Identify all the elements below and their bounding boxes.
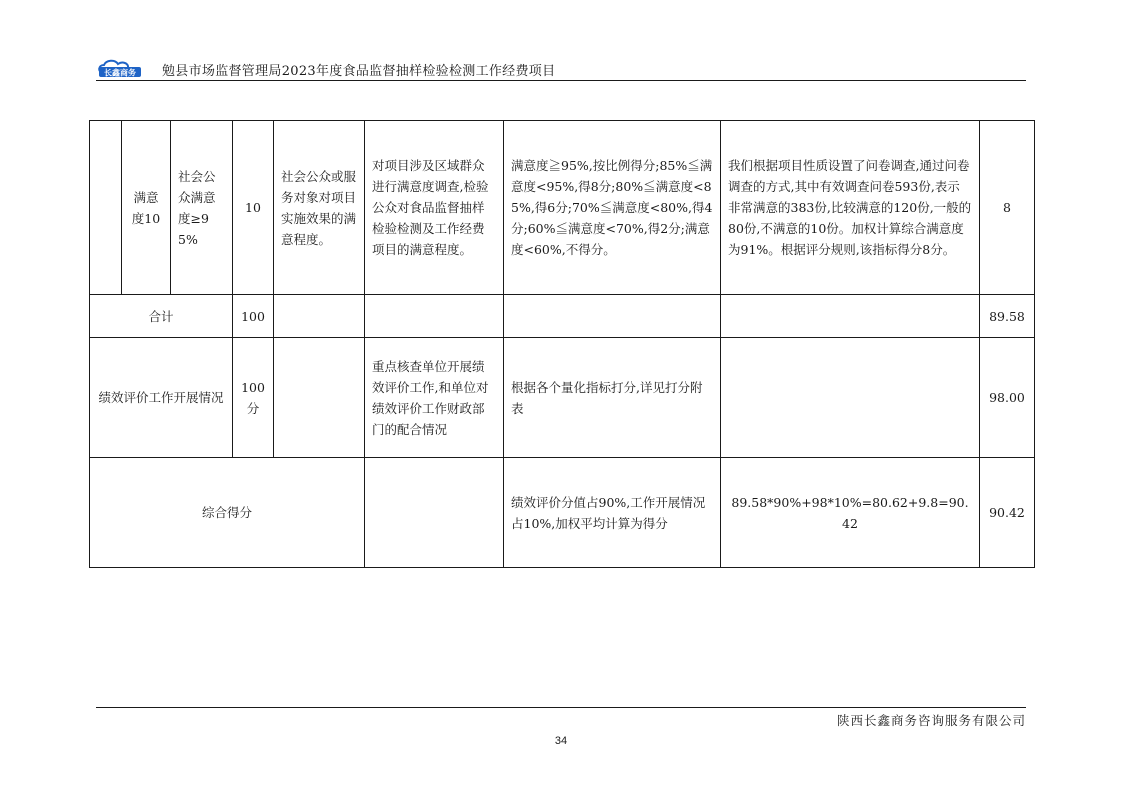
total-label-cell: 合计 xyxy=(90,295,233,338)
total-weight-cell: 100 xyxy=(233,295,274,338)
definition-cell: 社会公众或服务对象对项目实施效果的满意程度。 xyxy=(274,121,365,295)
table-row-work xyxy=(90,338,1035,458)
analysis-cell: 我们根据项目性质设置了问卷调查,通过问卷调查的方式,其中有效调查问卷593份,表示非常满意的383份,比较满意的120份,一般的80份,不满意的10份。加权计算综合满意度为91%。根据评分规则,该指标得分8分。 xyxy=(721,121,980,295)
description-cell: 对项目涉及区域群众进行满意度调查,检验公众对食品监督抽样检验检测及工作经费项目的满意程度。 xyxy=(365,121,504,295)
footer-company: 陕西长鑫商务咨询服务有限公司 xyxy=(836,713,1026,728)
svg-text:长鑫商务: 长鑫商务 xyxy=(104,68,136,78)
evaluation-table xyxy=(89,120,1035,568)
blank-cell xyxy=(274,295,365,338)
score-cell: 8 xyxy=(980,121,1035,295)
overall-formula-cell: 89.58*90%+98*10%=80.62+9.8=90.42 xyxy=(721,458,980,568)
blank-cell xyxy=(274,338,365,458)
overall-score-cell: 90.42 xyxy=(980,458,1035,568)
total-score-cell: 89.58 xyxy=(980,295,1035,338)
page-number: 34 xyxy=(554,735,568,747)
category-cell: 满意度10 xyxy=(122,121,171,295)
work-label-cell: 绩效评价工作开展情况 xyxy=(90,338,233,458)
work-weight-cell: 100分 xyxy=(233,338,274,458)
work-description-cell: 重点核查单位开展绩效评价工作,和单位对绩效评价工作财政部门的配合情况 xyxy=(365,338,504,458)
work-criteria-cell: 根据各个量化指标打分,详见打分附表 xyxy=(504,338,721,458)
work-score-cell: 98.00 xyxy=(980,338,1035,458)
document-title: 勉县市场监督管理局2023年度食品监督抽样检验检测工作经费项目 xyxy=(162,64,556,79)
footer-divider xyxy=(96,707,1026,708)
blank-cell xyxy=(365,458,504,568)
header-divider xyxy=(96,80,1026,81)
page-header xyxy=(96,56,1026,82)
company-logo-icon xyxy=(96,58,144,78)
blank-cell xyxy=(365,295,504,338)
blank-cell xyxy=(90,121,122,295)
indicator-cell: 社会公众满意度≥95% xyxy=(171,121,233,295)
table-row-total xyxy=(90,295,1035,338)
table-row-overall xyxy=(90,458,1035,568)
weight-cell: 10 xyxy=(233,121,274,295)
blank-cell xyxy=(721,295,980,338)
overall-criteria-cell: 绩效评价分值占90%,工作开展情况占10%,加权平均计算为得分 xyxy=(504,458,721,568)
criteria-cell: 满意度≧95%,按比例得分;85%≦满意度<95%,得8分;80%≦满意度<85%,得6分;70%≦满意度<80%,得4分;60%≦满意度<70%,得2分;满意度<60%,不得分。 xyxy=(504,121,721,295)
blank-cell xyxy=(721,338,980,458)
table-row-satisfaction xyxy=(90,121,1035,295)
overall-label-cell: 综合得分 xyxy=(90,458,365,568)
blank-cell xyxy=(504,295,721,338)
